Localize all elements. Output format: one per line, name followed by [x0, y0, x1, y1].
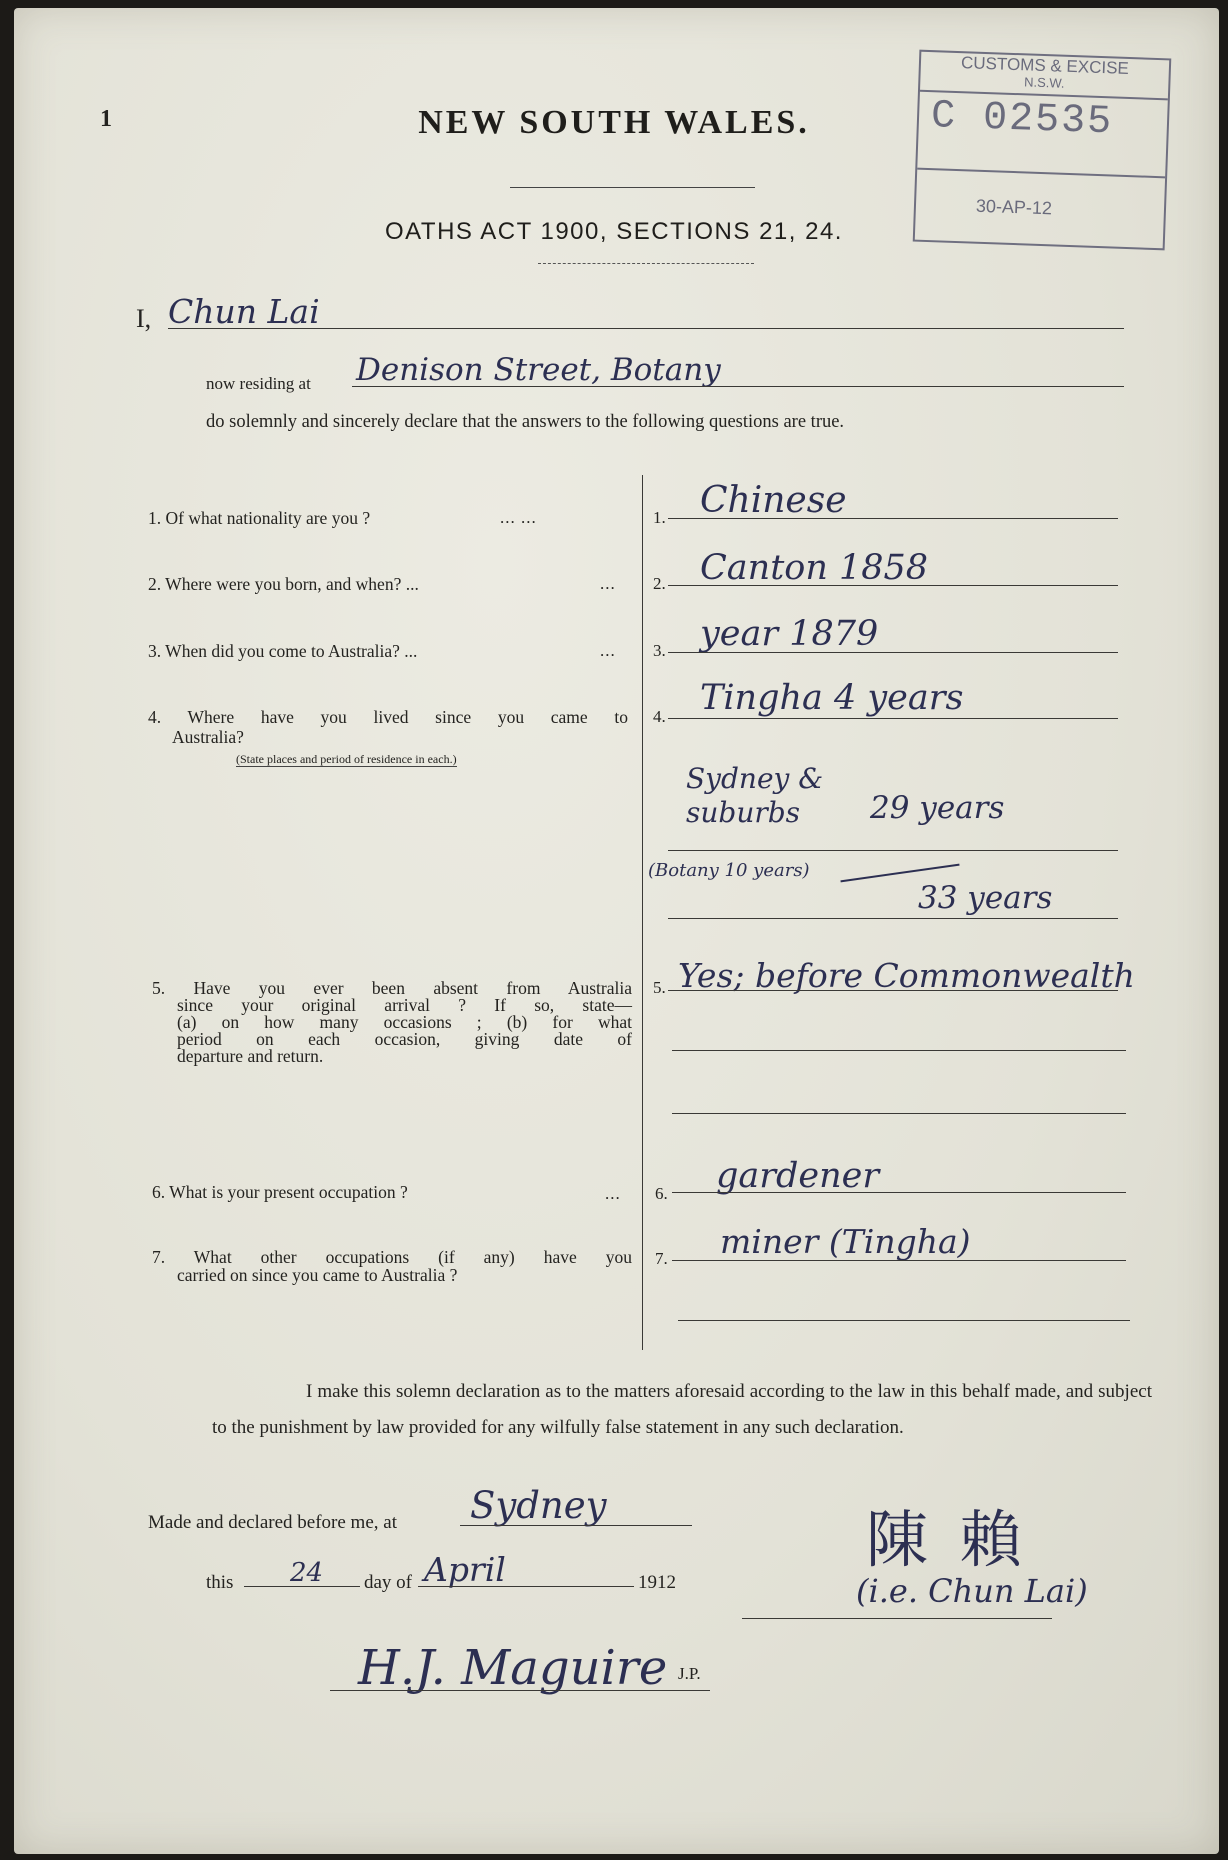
answer-2-line [668, 585, 1118, 586]
question-3: 3. When did you come to Australia? ... [148, 641, 418, 661]
stamp-sub-text: N.S.W. [1023, 74, 1065, 91]
title-rule [510, 187, 755, 188]
declared-month: April [424, 1550, 506, 1589]
answer-6: gardener [716, 1156, 880, 1196]
answer-1: Chinese [700, 480, 847, 521]
stamp-top-text: CUSTOMS & EXCISE [960, 53, 1130, 78]
day-line [244, 1586, 360, 1587]
declaration-intro: do solemnly and sincerely declare that the answers to the following questions are true. [206, 412, 845, 432]
declarant-prefix: I, [136, 304, 152, 333]
question-2: 2. Where were you born, and when? ... [148, 574, 419, 594]
this-label: this [206, 1572, 234, 1593]
answer-4-total: 33 years [918, 880, 1053, 916]
answer-4-botany: (Botany 10 years) [648, 860, 810, 881]
stamp-number: C 02535 [930, 94, 1114, 146]
question-1: 1. Of what nationality are you ? [148, 508, 371, 528]
question-5-line-3: (a) on how many occasions ; (b) for what [177, 1012, 632, 1032]
residence-address: Denison Street, Botany [356, 352, 721, 388]
answer-6-line [672, 1192, 1126, 1193]
name-line [168, 328, 1124, 329]
answer-4-line [668, 718, 1118, 719]
answer-3-number: 3. [653, 641, 666, 660]
question-5-line-1: 5. Have you ever been absent from Australia [152, 978, 632, 998]
declared-year: 1912 [638, 1572, 676, 1593]
column-divider [642, 475, 643, 1350]
question-3-leader: ... [600, 641, 616, 660]
answer-5-number: 5. [653, 978, 666, 997]
witness-signature: H.J. Maguire [358, 1640, 668, 1696]
month-line [418, 1586, 634, 1587]
question-5-line-5: departure and return. [177, 1046, 324, 1066]
declared-day: 24 [290, 1558, 324, 1588]
address-line [352, 386, 1124, 387]
residing-label: now residing at [206, 374, 311, 393]
day-of-label: day of [364, 1572, 413, 1593]
question-6: 6. What is your present occupation ? [152, 1182, 408, 1202]
answer-7-number: 7. [655, 1249, 668, 1268]
answer-5-line-2 [672, 1050, 1126, 1051]
answer-4-line-2 [668, 850, 1118, 851]
jp-suffix: J.P. [678, 1664, 701, 1683]
question-7-line-2: carried on since you came to Australia ? [177, 1265, 458, 1285]
page-mark: 1 [100, 106, 112, 132]
answer-3: year 1879 [700, 614, 879, 654]
stamp-date: 30-AP-12 [975, 195, 1053, 219]
customs-stamp [913, 50, 1172, 251]
question-4-line-1: 4. Where have you lived since you came to [148, 707, 628, 727]
answer-4-sydney: Sydney & [686, 762, 824, 795]
answer-5: Yes; before Commonwealth [678, 956, 1135, 995]
answer-3-line [668, 652, 1118, 653]
answer-2-number: 2. [653, 574, 666, 593]
question-1-leader: ... ... [500, 508, 537, 527]
answer-2: Canton 1858 [700, 548, 929, 588]
stamp-divider [917, 168, 1165, 179]
document-subtitle: OATHS ACT 1900, SECTIONS 21, 24. [385, 218, 843, 245]
declared-place: Sydney [470, 1484, 607, 1527]
answer-1-number: 1. [653, 508, 666, 527]
answer-5-line-3 [672, 1113, 1126, 1114]
answer-4-number: 4. [653, 707, 666, 726]
answer-7-line [672, 1260, 1126, 1261]
chinese-signature: 陳 賴 [866, 1503, 1028, 1576]
subtitle-rule [538, 263, 754, 264]
signature-gloss: (i.e. Chun Lai) [856, 1572, 1088, 1610]
signature-line [742, 1618, 1052, 1619]
question-4-line-2: Australia? [172, 727, 244, 747]
question-5-line-2: since your original arrival ? If so, state— [177, 995, 632, 1015]
question-2-leader: ... [600, 574, 616, 593]
answer-4: Tingha 4 years [700, 678, 964, 718]
answer-4-suburbs: suburbs [686, 796, 801, 829]
question-5-line-4: period on each occasion, giving date of [177, 1029, 632, 1049]
document-title: NEW SOUTH WALES. [418, 104, 810, 141]
question-4-note: (State places and period of residence in each.) [236, 752, 457, 766]
question-7-line-1: 7. What other occupations (if any) have you [152, 1247, 632, 1267]
answer-1-line [668, 518, 1118, 519]
made-declared-label: Made and declared before me, at [148, 1512, 397, 1533]
place-line [460, 1525, 692, 1526]
question-6-leader: ... [605, 1184, 621, 1203]
declarant-name: Chun Lai [168, 292, 320, 331]
witness-line [330, 1690, 710, 1691]
stamp-header [920, 52, 1169, 101]
answer-4-sydney-years: 29 years [870, 790, 1005, 826]
answer-6-number: 6. [655, 1184, 668, 1203]
answer-4-line-3 [668, 918, 1118, 919]
answer-7: miner (Tingha) [720, 1222, 971, 1261]
declaration-paragraph: I make this solemn declaration as to the matters aforesaid according to the law in this behalf made, and subject to the punishment by law provided for any wilfully false statement in any such declaration. [212, 1381, 1152, 1438]
answer-7-line-2 [678, 1320, 1130, 1321]
answer-5-line [668, 990, 1118, 991]
